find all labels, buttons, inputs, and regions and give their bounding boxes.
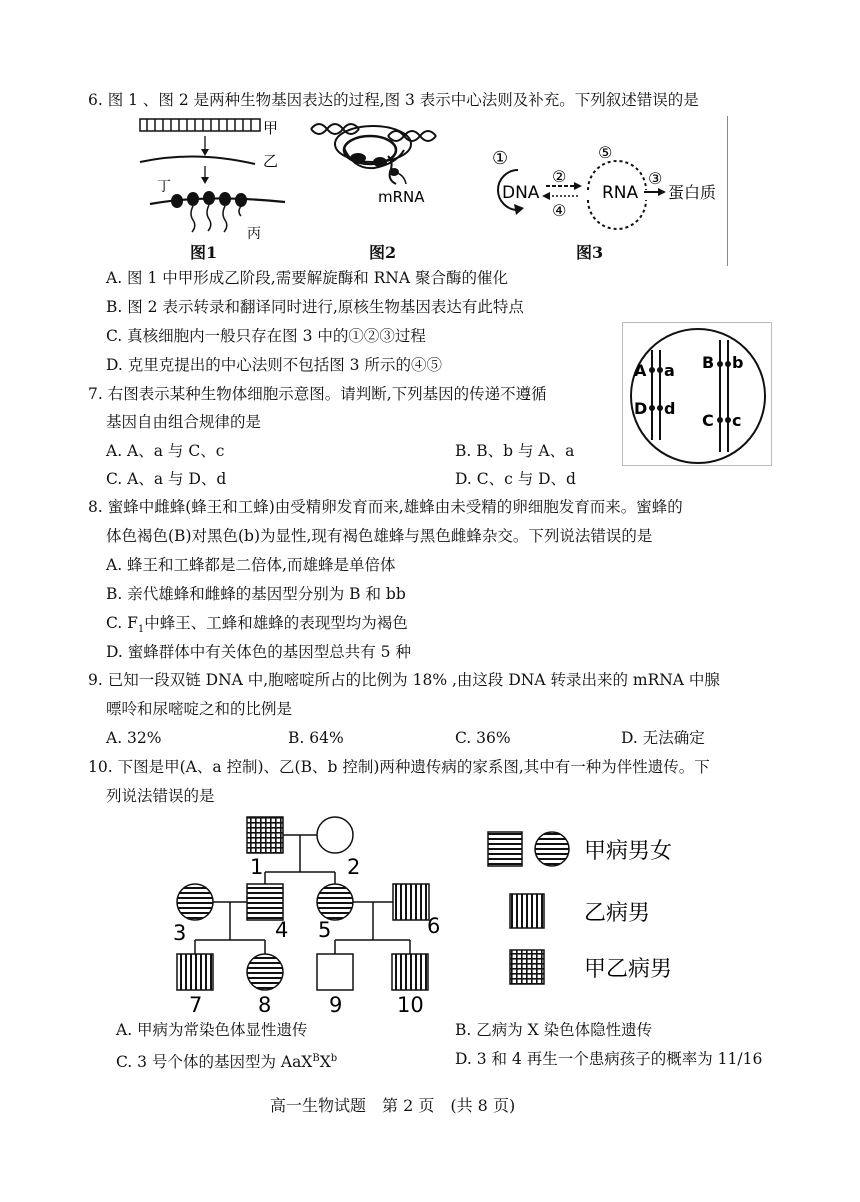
cell-gene-B: B [702, 353, 715, 372]
q8-option-b[interactable]: B. 亲代雄蜂和雌蜂的基因型分别为 B 和 bb [106, 585, 406, 603]
fig3-protein: 蛋白质 [668, 183, 717, 202]
q7-option-a[interactable]: A. A、a 与 C、c [106, 442, 225, 460]
q6-option-a[interactable]: A. 图 1 中甲形成乙阶段,需要解旋酶和 RNA 聚合酶的催化 [106, 269, 508, 287]
cell-gene-C: C [702, 411, 714, 430]
ped-num-4: 4 [275, 918, 289, 942]
q7-option-b[interactable]: B. B、b 与 A、a [455, 442, 575, 460]
q6-option-b[interactable]: B. 图 2 表示转录和翻译同时进行,原核生物基因表达有此特点 [106, 298, 524, 316]
legend-grid-square [510, 950, 544, 984]
fig3-num-3: ③ [648, 169, 663, 188]
cell-diagram [622, 322, 772, 467]
ped-num-9: 9 [329, 993, 343, 1017]
q10-stem-line1: 10. 下图是甲(A、a 控制)、乙(B、b 控制)两种遗传病的家系图,其中有一种为伴性遗传。下 [88, 758, 710, 776]
page-footer: 高一生物试题 第 2 页 (共 8 页) [270, 1096, 516, 1115]
cell-gene-c: c [732, 411, 742, 430]
pedigree-female-2 [317, 817, 353, 853]
cell-gene-D: D [634, 399, 648, 418]
fig1-label-jia: 甲 [263, 119, 279, 137]
q7-stem-line2: 基因自由组合规律的是 [106, 413, 262, 431]
q8-option-c-prefix: C. F [106, 614, 138, 632]
ped-num-6: 6 [427, 914, 441, 938]
fig1-label-ding: 丁 [157, 179, 171, 195]
fig3-caption: 图3 [576, 243, 604, 262]
q10-option-c-sup2: b [330, 1053, 338, 1064]
pedigree-male-4 [247, 884, 283, 920]
fig3-num-4: ④ [552, 201, 567, 220]
legend-label-jia: 甲病男女 [584, 839, 673, 864]
q10-option-c-prefix: C. 3 号个体的基因型为 AaX [116, 1053, 313, 1072]
q8-option-c[interactable] [106, 613, 408, 640]
pedigree-female-8 [247, 954, 283, 990]
ped-num-3: 3 [173, 921, 187, 945]
pedigree-male-10 [392, 954, 428, 990]
fig1-label-yi: 乙 [263, 152, 279, 170]
q10-stem-line2: 列说法错误的是 [106, 787, 215, 805]
figure-2 [308, 114, 438, 214]
q8-option-c-sub: 1 [137, 624, 145, 636]
q10-option-c[interactable] [116, 1049, 337, 1072]
fig1-label-bing: 丙 [247, 226, 261, 242]
q10-option-d[interactable]: D. 3 和 4 再生一个患病孩子的概率为 11/16 [455, 1050, 763, 1068]
q8-option-d[interactable]: D. 蜜蜂群体中有关体色的基因型总共有 5 种 [106, 643, 411, 661]
q9-option-a[interactable]: A. 32% [106, 729, 162, 747]
fig3-dna: DNA [502, 183, 540, 203]
pedigree-female-5 [317, 884, 353, 920]
q6-option-c[interactable]: C. 真核细胞内一般只存在图 3 中的①②③过程 [106, 327, 426, 345]
q8-stem-line1: 8. 蜜蜂中雌蜂(蜂王和工蜂)由受精卵发育而来,雄蜂由未受精的卵细胞发育而来。蜜蜂的 [88, 498, 683, 516]
ped-num-1: 1 [250, 855, 264, 879]
q10-option-c-mid: X [319, 1053, 331, 1072]
q8-stem-line2: 体色褐色(B)对黑色(b)为显性,现有褐色雄蜂与黑色雌蜂杂交。下列说法错误的是 [106, 527, 653, 545]
pedigree-chart [165, 812, 465, 1022]
q8-option-a[interactable]: A. 蜂王和工蜂都是二倍体,而雄蜂是单倍体 [106, 556, 396, 574]
ped-num-7: 7 [189, 993, 203, 1017]
ped-num-5: 5 [318, 918, 332, 942]
ped-num-10: 10 [397, 993, 424, 1017]
figure-1 [135, 114, 285, 242]
q10-option-a[interactable]: A. 甲病为常染色体显性遗传 [116, 1021, 308, 1039]
q9-stem-line1: 9. 已知一段双链 DNA 中,胞嘧啶所占的比例为 18% ,由这段 DNA 转录出来的 mRNA 中腺 [88, 671, 720, 689]
q9-option-b[interactable]: B. 64% [288, 729, 344, 747]
q7-stem-line1: 7. 右图表示某种生物体细胞示意图。请判断,下列基因的传递不遵循 [88, 385, 547, 403]
ped-num-8: 8 [258, 993, 272, 1017]
cell-gene-d: d [664, 399, 676, 418]
pedigree-female-3 [177, 884, 213, 920]
fig2-label-mrna: mRNA [378, 188, 425, 206]
figure-3 [478, 142, 728, 232]
q10-option-b[interactable]: B. 乙病为 X 染色体隐性遗传 [455, 1021, 653, 1039]
fig1-caption: 图1 [190, 243, 218, 262]
q10-option-c-sup1: B [312, 1053, 320, 1064]
legend-label-yi: 乙病男 [584, 901, 651, 926]
fig3-num-5: ⑤ [598, 143, 613, 162]
q7-option-d[interactable]: D. C、c 与 D、d [455, 470, 576, 488]
pedigree-male-7 [177, 954, 213, 990]
q9-option-c[interactable]: C. 36% [455, 729, 511, 747]
cell-gene-b: b [732, 353, 744, 372]
pedigree-male-6 [393, 884, 429, 920]
fig2-caption: 图2 [369, 243, 397, 262]
pedigree-legend [486, 828, 726, 988]
pedigree-male-1 [247, 817, 283, 853]
q9-option-d[interactable]: D. 无法确定 [621, 729, 705, 747]
fig3-rna: RNA [602, 183, 639, 203]
legend-hstripe-square [488, 832, 522, 866]
fig3-num-1: ① [492, 148, 509, 169]
legend-label-jiayi: 甲乙病男 [584, 957, 673, 982]
q9-stem-line2: 嘌呤和尿嘧啶之和的比例是 [106, 700, 293, 718]
q8-option-c-rest: 中蜂王、工蜂和雄蜂的表现型均为褐色 [144, 614, 408, 632]
pedigree-male-9 [317, 954, 353, 990]
legend-vstripe-square [510, 894, 544, 928]
figure-right-border [727, 116, 728, 266]
q7-option-c[interactable]: C. A、a 与 D、d [106, 470, 227, 488]
q6-option-d[interactable]: D. 克里克提出的中心法则不包括图 3 所示的④⑤ [106, 356, 442, 374]
ped-num-2: 2 [347, 855, 361, 879]
q6-stem: 6. 图 1 、图 2 是两种生物基因表达的过程,图 3 表示中心法则及补充。下列叙述错误的是 [88, 91, 699, 109]
cell-gene-a: a [664, 361, 675, 380]
cell-gene-A: A [634, 361, 647, 380]
legend-hstripe-circle [535, 832, 569, 866]
fig3-num-2: ② [552, 167, 567, 186]
